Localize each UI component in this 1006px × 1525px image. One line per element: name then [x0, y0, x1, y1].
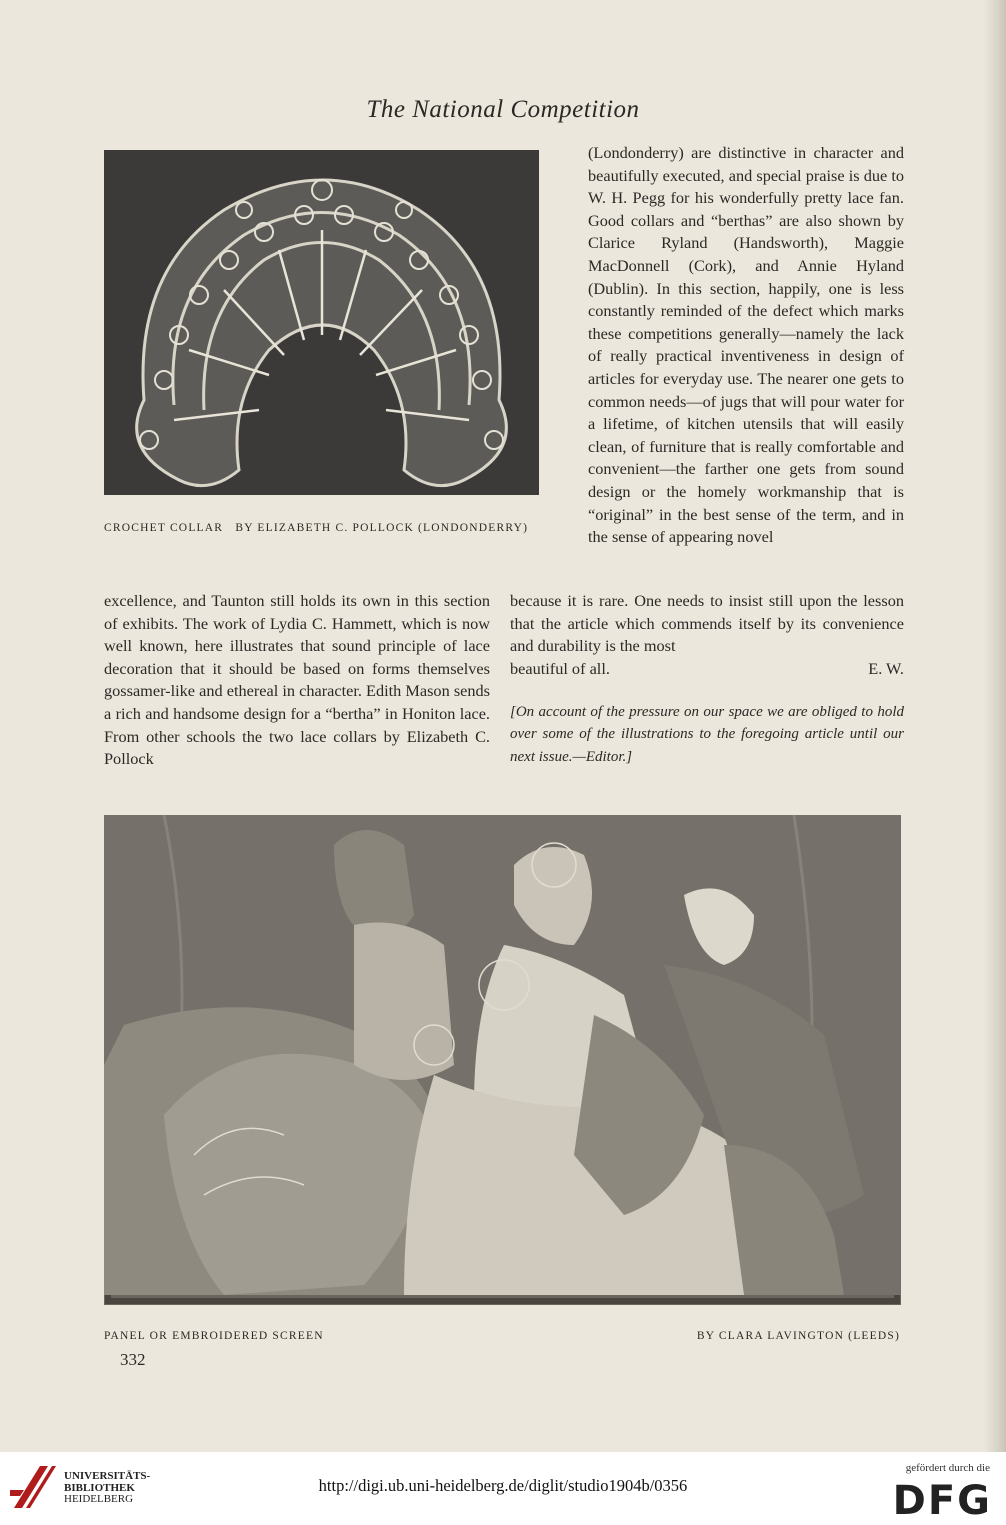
embroidered-screen-photo [104, 815, 901, 1305]
source-url-link[interactable]: http://digi.ub.uni-heidelberg.de/diglit/studio1904b/0356 [318, 1476, 688, 1495]
closing-text: beautiful of all. [510, 658, 610, 678]
funded-by-label: gefördert durch die [905, 1462, 990, 1474]
article-text-right-bottom-body: because it is rare. One needs to insist still upon the lesson that the article which commends itself by its convenience and durability is the most [510, 591, 904, 656]
article-text-right-top: (Londonderry) are distinctive in character and beautifully executed, and special praise is due to W. H. Pegg for his wonderfully pretty lace fan. Good collars and “berthas” are also shown by Clarice Ryland (Handsworth), Maggie MacDonnell (Cork), and Annie Hyland (Dublin). In this section, happily, one is less constantly reminded of the defect which marks these competitions generally—namely the lack of really practical inventiveness in design of articles for everyday use. The nearer one gets to common needs—of jugs that will pour water for a lifetime, of kitchen utensils that will easily clean, of furniture that is really comfortable and convenient—the farther one gets from sound design or the homely workmanship that is “original” in the best sense of the term, and in the sense of appearing novel [588, 143, 904, 547]
embroidered-screen-caption-author: BY CLARA LAVINGTON (LEEDS) [696, 1330, 900, 1342]
embroidered-screen-illustration [104, 815, 901, 1305]
page-title: The National Competition [366, 96, 640, 123]
dfg-logo: DFG [892, 1478, 992, 1524]
author-signature: E. W. [868, 658, 904, 678]
crochet-collar-illustration [104, 150, 539, 495]
closing-line [510, 658, 904, 681]
library-name: UNIVERSITÄTS- BIBLIOTHEK HEIDELBERG [64, 1470, 151, 1505]
article-text-left: excellence, and Taunton still holds its own in this section of exhibits. The work of Lydia C. Hammett, which is now well known, here illustrates that sound principle of lace decoration that it should be based on forms themselves gossamer-like and ethereal in character. Edith Mason sends a rich and handsome design for a “bertha” in Honiton lace. From other schools the two lace collars by Elizabeth C. Pollock [104, 591, 490, 769]
page-binding-shadow [984, 0, 1006, 1452]
page-number: 332 [120, 1350, 146, 1369]
crochet-collar-photo [104, 150, 539, 495]
crochet-collar-caption: CROCHET COLLAR BY ELIZABETH C. POLLOCK (LONDONDERRY) [104, 522, 529, 534]
article-text-right-bottom [510, 590, 904, 680]
editor-note: [On account of the pressure on our space we are obliged to hold over some of the illustrations to the foregoing article until our next issue.—Editor.] [510, 704, 904, 765]
embroidered-screen-caption-title: PANEL OR EMBROIDERED SCREEN [104, 1330, 324, 1342]
